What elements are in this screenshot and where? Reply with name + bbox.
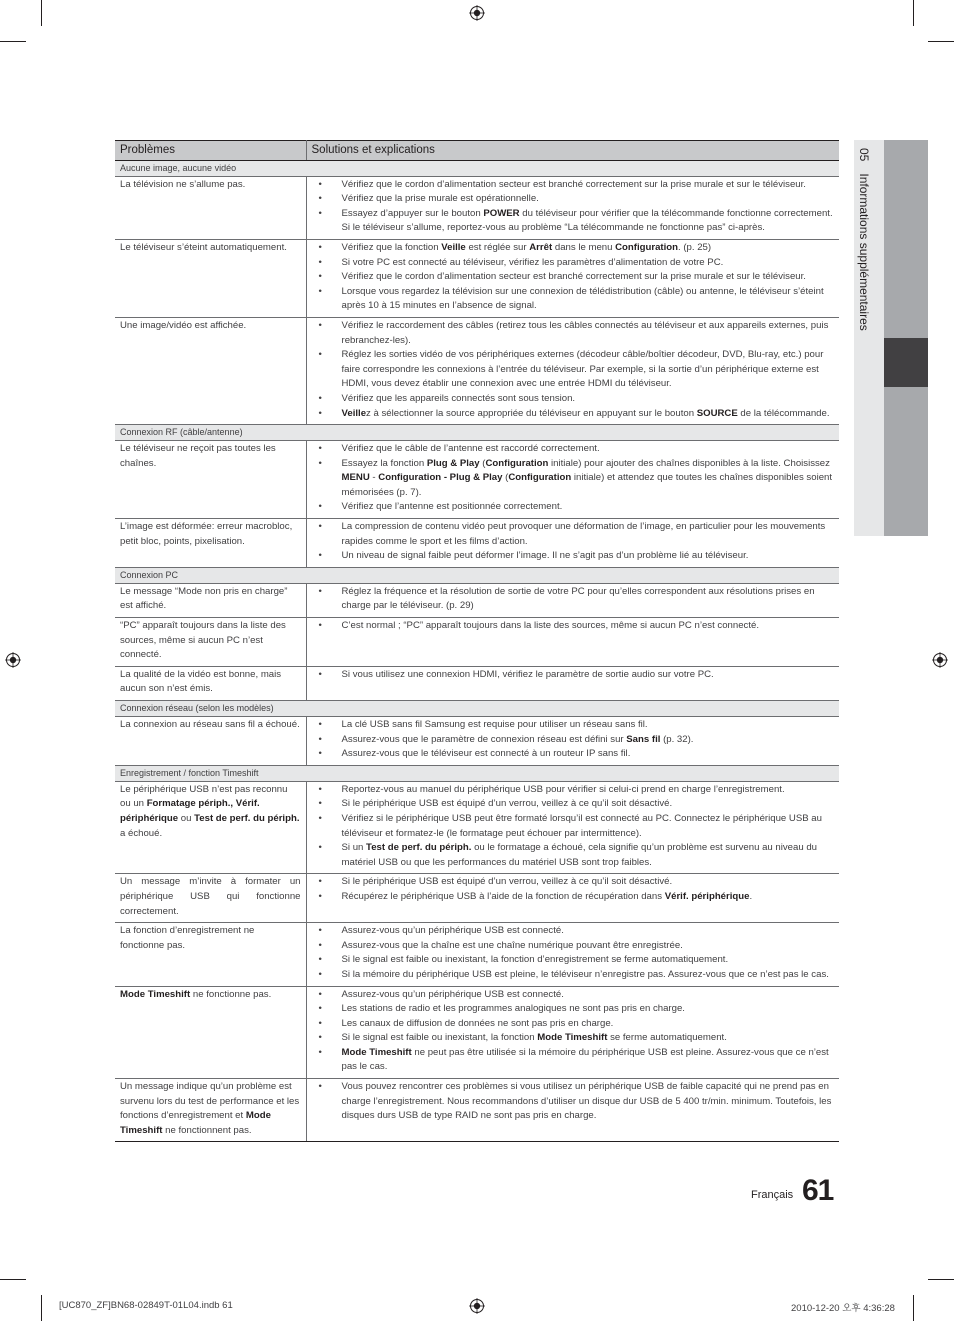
table-row [115,176,839,239]
solution-item: • C’est normal ; “PC” apparaît toujours dans la liste des sources, même si aucun PC n’est connecté. [312,619,835,634]
crop-mark [928,41,954,42]
registration-mark-icon [469,5,485,21]
solution-item: • Vérifiez que les appareils connectés sont sous tension. [312,392,835,407]
problem-cell: Une image/vidéo est affichée. [115,317,306,424]
problem-cell: “PC” apparaît toujours dans la liste des sources, même si aucun PC n’est connecté. [115,618,306,667]
solution-cell [306,717,839,766]
solution-item: • La clé USB sans fil Samsung est requise pour utiliser un réseau sans fil. [312,718,835,733]
solution-list [312,442,835,515]
header-problems: Problèmes [115,141,306,161]
solution-cell [306,176,839,239]
registration-mark-icon [469,1298,485,1314]
solution-item: • Un niveau de signal faible peut déformer l’image. Il ne s’agit pas d’un problème lié au téléviseur. [312,549,835,564]
solution-item: • Si votre PC est connecté au téléviseur, vérifiez les paramètres d’alimentation de votre PC. [312,256,835,271]
solution-item: • Mode Timeshift ne peut pas être utilisée si la mémoire du périphérique USB est pleine. Assurez-vous que ce n’est pas le cas. [312,1046,835,1075]
solution-cell [306,239,839,317]
solution-item: • Les stations de radio et les programmes analogiques ne sont pas pris en charge. [312,1002,835,1017]
solution-item: • Réglez la fréquence et la résolution de sortie de votre PC pour qu’elles correspondent aux résolutions prises en charge par le téléviseur. (p. 29) [312,585,835,614]
solution-list [312,718,835,762]
problem-cell: La qualité de la vidéo est bonne, mais aucun son n’est émis. [115,666,306,700]
registration-mark-icon [5,652,21,668]
solution-list [312,875,835,904]
section-title: Connexion réseau (selon les modèles) [115,701,839,717]
table-row [115,1079,839,1142]
solution-cell [306,986,839,1079]
solution-cell [306,583,839,617]
solution-item: • Vérifiez que le câble de l’antenne est raccordé correctement. [312,442,835,457]
problem-cell: Le téléviseur ne reçoit pas toutes les chaînes. [115,441,306,519]
solution-item: • Vérifiez que la fonction Veille est réglée sur Arrêt dans le menu Configuration. (p. 25) [312,241,835,256]
table-body [115,160,839,1142]
crop-mark [913,0,914,26]
registration-mark-icon [932,652,948,668]
section-row [115,425,839,441]
problem-cell: Un message m’invite à formater un périphérique USB qui fonctionne correctement. [115,874,306,923]
solution-item: • Vérifiez que l’antenne est positionnée correctement. [312,500,835,515]
problem-cell: L’image est déformée: erreur macrobloc, petit bloc, points, pixelisation. [115,519,306,568]
solution-item: • Assurez-vous que la chaîne est une chaîne numérique pouvant être enregistrée. [312,939,835,954]
solution-item: • Vérifiez que le cordon d’alimentation secteur est branché correctement sur la prise murale et sur le téléviseur. [312,178,835,193]
table-row [115,874,839,923]
solution-item: • Si le périphérique USB est équipé d’un verrou, veillez à ce qu’il soit désactivé. [312,797,835,812]
table-row [115,781,839,874]
solution-list [312,1080,835,1124]
solution-item: • Vérifiez le raccordement des câbles (retirez tous les câbles connectés au téléviseur et aux appareils externes, puis rebranchez-les). [312,319,835,348]
table-row [115,519,839,568]
solution-list [312,668,835,683]
section-row [115,765,839,781]
solution-list [312,319,835,421]
solution-item: • Si le signal est faible ou inexistant, la fonction d’enregistrement se ferme automatiquement. [312,953,835,968]
solution-item: • Assurez-vous qu’un périphérique USB est connecté. [312,924,835,939]
solution-item: • Si un Test de perf. du périph. ou le formatage a échoué, cela signifie qu’un problème est survenu au niveau du matériel USB ou que les performances du matériel USB sont trop faibles. [312,841,835,870]
section-title: Aucune image, aucune vidéo [115,160,839,176]
solution-cell [306,519,839,568]
problem-cell: La fonction d’enregistrement ne fonctionne pas. [115,923,306,986]
print-slug-file: [UC870_ZF]BN68-02849T-01L04.indb 61 [59,1300,233,1311]
section-row [115,160,839,176]
solution-item: • Assurez-vous que le téléviseur est connecté à un routeur IP sans fil. [312,747,835,762]
solution-item: • Récupérez le périphérique USB à l’aide de la fonction de récupération dans Vérif. périphérique. [312,890,835,905]
solution-item: • Vérifiez que le cordon d’alimentation secteur est branché correctement sur la prise murale et sur le téléviseur. [312,270,835,285]
solution-cell [306,923,839,986]
table-row [115,717,839,766]
solution-item: • Les canaux de diffusion de données ne sont pas pris en charge. [312,1017,835,1032]
table-row [115,239,839,317]
section-row [115,701,839,717]
solution-item: • Essayez d’appuyer sur le bouton POWER du téléviseur pour vérifier que la télécommande fonctionne correctement. Si le téléviseur s’allume, reportez-vous au problème “La télécommande ne fonctionne pas” ci-après. [312,207,835,236]
solution-cell [306,781,839,874]
solution-list [312,178,835,236]
table-row [115,583,839,617]
table-header-row [115,141,839,161]
solution-item: • Vérifiez que la prise murale est opérationnelle. [312,192,835,207]
solution-item: • Veillez à sélectionner la source appropriée du téléviseur en appuyant sur le bouton SOURCE de la télécommande. [312,407,835,422]
problem-cell: La télévision ne s’allume pas. [115,176,306,239]
solution-cell [306,666,839,700]
solution-item: • Réglez les sorties vidéo de vos périphériques externes (décodeur câble/boîtier décodeur, DVD, Blu-ray, etc.) pour faire correspondre les connexions à l’entrée du téléviseur. Par exemple, si la sortie d’un périphérique externe est HDMI, vous devez établir une connexion avec une entrée HDMI du téléviseur. [312,348,835,392]
problem-cell: La connexion au réseau sans fil a échoué. [115,717,306,766]
table-row [115,441,839,519]
solution-cell [306,317,839,424]
footer-language: Français [751,1189,794,1201]
problem-cell: Mode Timeshift ne fonctionne pas. [115,986,306,1079]
chapter-label [857,148,871,331]
troubleshooting-table [115,140,839,1142]
solution-item: • Vérifiez si le périphérique USB peut être formaté lorsqu’il est connecté au PC. Connectez le périphérique USB au téléviseur et formatez-le (le formatage peut échouer par intermittence). [312,812,835,841]
print-slug-timestamp: 2010-12-20 오후 4:36:28 [791,1303,895,1314]
section-title: Connexion PC [115,567,839,583]
solution-list [312,241,835,314]
problem-cell: Le périphérique USB n’est pas reconnu ou un Formatage périph., Vérif. périphérique ou Test de perf. du périph. a échoué. [115,781,306,874]
table-row [115,666,839,700]
solution-item: • Si vous utilisez une connexion HDMI, vérifiez le paramètre de sortie audio sur votre PC. [312,668,835,683]
crop-mark [0,41,26,42]
table-row [115,923,839,986]
table-row [115,317,839,424]
solution-item: • Lorsque vous regardez la télévision sur une connexion de télédistribution (câble) ou antenne, le téléviseur s’éteint après 10 à 15 minutes en l’absence de signal. [312,285,835,314]
solution-list [312,585,835,614]
solution-item: • Reportez-vous au manuel du périphérique USB pour vérifier si celui-ci prend en charge l’enregistrement. [312,783,835,798]
crop-mark [928,1279,954,1280]
solution-item: • Assurez-vous que le paramètre de connexion réseau est défini sur Sans fil (p. 32). [312,733,835,748]
chapter-number: 05 [857,148,871,162]
solution-list [312,924,835,982]
crop-mark [41,0,42,26]
crop-mark [0,1279,26,1280]
problem-cell: Le message “Mode non pris en charge” est affiché. [115,583,306,617]
header-solutions: Solutions et explications [306,141,839,161]
solution-list [312,520,835,564]
solution-cell [306,441,839,519]
solution-cell [306,618,839,667]
problem-cell: Un message indique qu’un problème est survenu lors du test de performance et les fonctions d’enregistrement et Mode Timeshift ne fonctionnent pas. [115,1079,306,1142]
chapter-tab-marker [884,338,928,387]
chapter-title: Informations supplémentaires [857,173,871,331]
solution-list [312,988,835,1076]
problem-cell: Le téléviseur s’éteint automatiquement. [115,239,306,317]
solution-item: • Si le périphérique USB est équipé d’un verrou, veillez à ce qu’il soit désactivé. [312,875,835,890]
crop-mark [913,1295,914,1321]
crop-mark [41,1295,42,1321]
solution-list [312,783,835,871]
table-row [115,618,839,667]
solution-item: • Vous pouvez rencontrer ces problèmes si vous utilisez un périphérique USB de faible capacité qui ne prend pas en charge l’enregistrement. Nous recommandons d’utiliser un disque dur USB de 5 400 tr/min. minimum. Toutefois, les disques durs USB de type RAID ne sont pas pris en charge. [312,1080,835,1124]
section-title: Enregistrement / fonction Timeshift [115,765,839,781]
solution-cell [306,874,839,923]
table-row [115,986,839,1079]
section-row [115,567,839,583]
solution-item: • Si la mémoire du périphérique USB est pleine, le téléviseur n’enregistre pas. Assurez-vous que ce n’est pas le cas. [312,968,835,983]
solution-item: • La compression de contenu vidéo peut provoquer une déformation de l’image, en particulier pour les mouvements rapides comme le sport et les films d’action. [312,520,835,549]
solution-item: • Assurez-vous qu’un périphérique USB est connecté. [312,988,835,1003]
solution-item: • Essayez la fonction Plug & Play (Configuration initiale) pour ajouter des chaînes disponibles à la liste. Choisissez MENU - Configuration - Plug & Play (Configuration initiale) et attendez que toutes les chaînes disponibles soient mémorisées (p. 7). [312,457,835,501]
solution-cell [306,1079,839,1142]
page-number: 61 [802,1174,834,1207]
solution-item: • Si le signal est faible ou inexistant, la fonction Mode Timeshift se ferme automatiquement. [312,1031,835,1046]
solution-list [312,619,835,634]
section-title: Connexion RF (câble/antenne) [115,425,839,441]
